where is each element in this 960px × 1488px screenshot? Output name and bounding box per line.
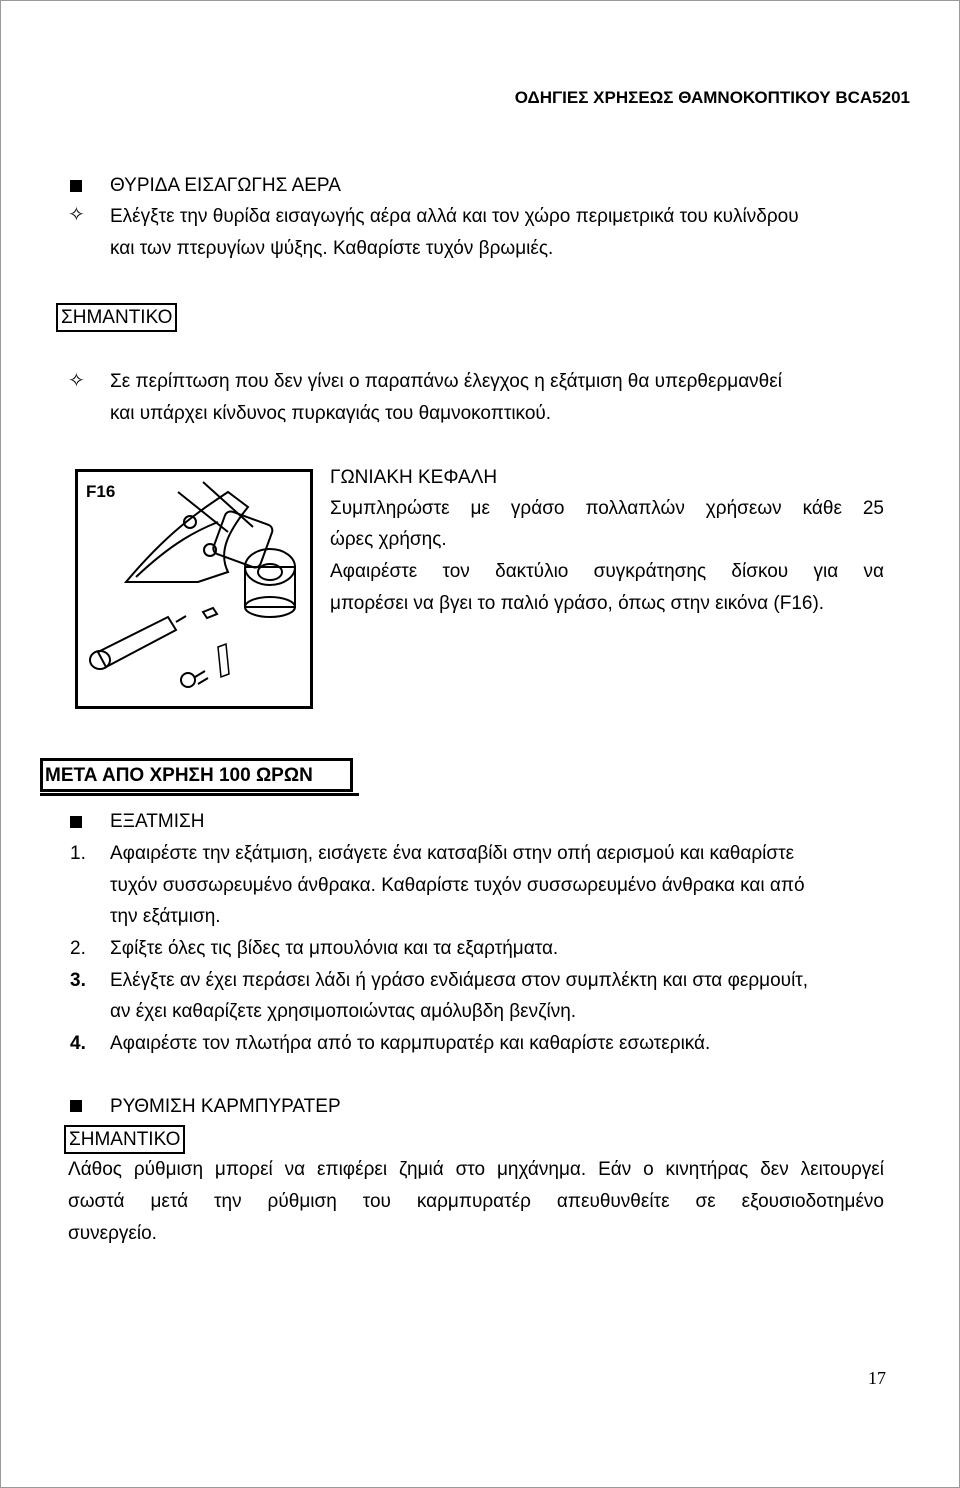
carb-line3: συνεργείο. — [68, 1223, 157, 1244]
gear-head-illustration — [78, 472, 310, 706]
carb-title: ΡΥΘΜΙΣΗ ΚΑΡΜΠΥΡΑΤΕΡ — [110, 1096, 341, 1117]
item-number: 2. — [70, 938, 86, 959]
item1-line3: την εξάτμιση. — [110, 906, 221, 927]
gear-head-line3: Αφαιρέστε τον δακτύλιο συγκράτησης δίσκου για να — [330, 561, 884, 582]
important1-line2: και υπάρχει κίνδυνος πυρκαγιάς του θαμνοκοπτικού. — [110, 403, 552, 424]
important1-line1: Σε περίπτωση που δεν γίνει ο παραπάνω έλεγχος η εξάτμιση θα υπερθερμανθεί — [110, 371, 782, 392]
square-bullet-icon — [70, 180, 82, 192]
square-bullet-icon — [70, 816, 82, 828]
gear-head-title: ΓΩΝΙΑΚΗ ΚΕΦΑΛΗ — [330, 467, 498, 488]
square-bullet-icon — [70, 1100, 82, 1112]
important-label-1: ΣΗΜΑΝΤΙΚΟ — [56, 303, 177, 332]
item1-line1: Αφαιρέστε την εξάτμιση, εισάγετε ένα κατσαβίδι στην οπή αερισμού και καθαρίστε — [110, 843, 795, 864]
air-intake-title: ΘΥΡΙΔΑ ΕΙΣΑΓΩΓΗΣ ΑΕΡΑ — [110, 175, 341, 196]
item1-line2: τυχόν συσσωρευμένο άνθρακα. Καθαρίστε τυχόν συσσωρευμένο άνθρακα και από — [110, 875, 805, 896]
gear-head-line1: Συμπληρώστε με γράσο πολλαπλών χρήσεων κάθε 25 — [330, 498, 884, 519]
item4-line1: Αφαιρέστε τον πλωτήρα από το καρμπυρατέρ και καθαρίστε εσωτερικά. — [110, 1033, 711, 1054]
air-intake-line2: και των πτερυγίων ψύξης. Καθαρίστε τυχόν βρωμιές. — [110, 238, 554, 259]
carb-line1: Λάθος ρύθμιση μπορεί να επιφέρει ζημιά στο μηχάνημα. Εάν ο κινητήρας δεν λειτουργεί — [68, 1159, 884, 1180]
gear-head-line4: μπορέσει να βγει το παλιό γράσο, όπως στην εικόνα (F16). — [330, 593, 825, 614]
item2-line1: Σφίξτε όλες τις βίδες τα μπουλόνια και τα εξαρτήματα. — [110, 938, 559, 959]
exhaust-title: ΕΞΑΤΜΙΣΗ — [110, 811, 205, 832]
air-intake-line1: Ελέγξτε την θυρίδα εισαγωγής αέρα αλλά και τον χώρο περιμετρικά του κυλίνδρου — [110, 206, 799, 227]
diamond-star-bullet-icon: ✧ — [68, 370, 85, 392]
figure-label: F16 — [86, 482, 116, 501]
item-number: 3. — [70, 970, 86, 991]
item-number: 1. — [70, 843, 86, 864]
after-100-hours-heading: ΜΕΤΑ ΑΠΟ ΧΡΗΣΗ 100 ΩΡΩΝ — [40, 758, 353, 792]
figure-f16 — [75, 469, 313, 709]
important-label-2: ΣΗΜΑΝΤΙΚΟ — [64, 1125, 185, 1154]
item3-line2: αν έχει καθαρίζετε χρησιμοποιώντας αμόλυβδη βενζίνη. — [110, 1001, 577, 1022]
carb-line2: σωστά μετά την ρύθμιση του καρμπυρατέρ απευθυνθείτε σε εξουσιοδοτημένο — [68, 1191, 884, 1212]
page-header: ΟΔΗΓΙΕΣ ΧΡΗΣΕΩΣ ΘΑΜΝΟΚΟΠΤΙΚΟΥ BCA5201 — [514, 88, 910, 107]
gear-head-line2: ώρες χρήσης. — [330, 529, 447, 550]
page-number: 17 — [868, 1368, 886, 1388]
item3-line1: Ελέγξτε αν έχει περάσει λάδι ή γράσο ενδιάμεσα στον συμπλέκτη και στα φερμουίτ, — [110, 970, 809, 991]
diamond-star-bullet-icon: ✧ — [68, 204, 85, 226]
item-number: 4. — [70, 1033, 86, 1054]
